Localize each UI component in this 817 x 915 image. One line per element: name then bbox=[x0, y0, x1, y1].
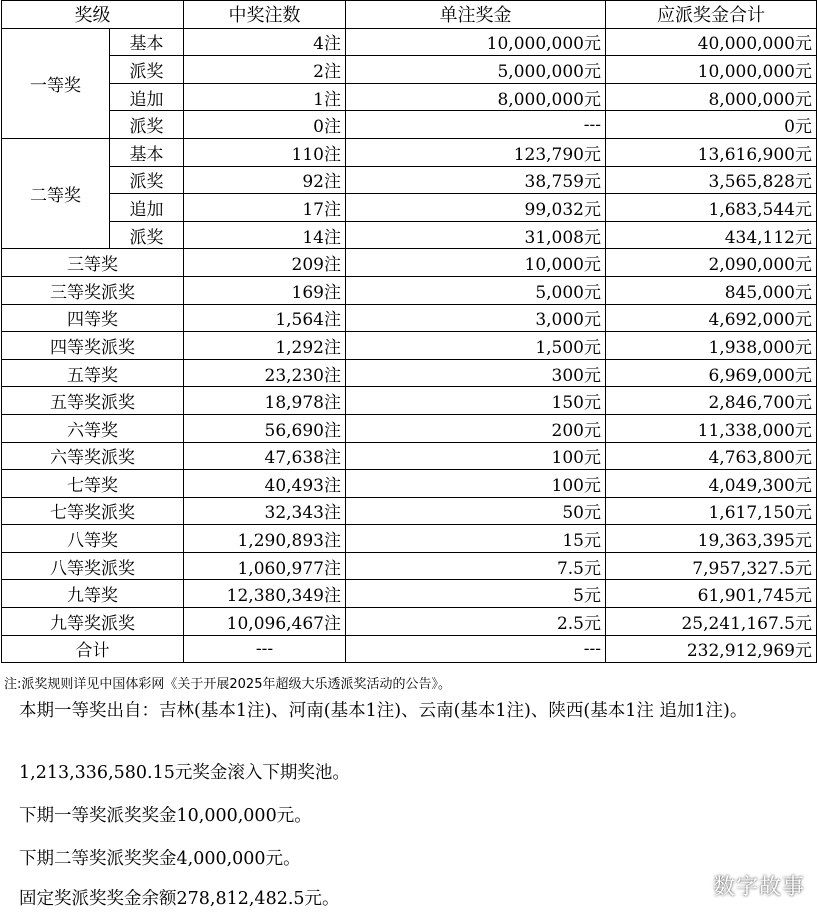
table-row bbox=[2, 442, 817, 470]
total-cell: 2,090,000元 bbox=[606, 249, 817, 277]
unit-cell: 5元 bbox=[346, 580, 606, 608]
table-row bbox=[2, 332, 817, 360]
header-total-prize: 应派奖金合计 bbox=[606, 1, 817, 29]
level-name: 八等奖 bbox=[2, 525, 184, 553]
unit-cell: 7.5元 bbox=[346, 552, 606, 580]
total-cell: 6,969,000元 bbox=[606, 359, 817, 387]
unit-cell: 50元 bbox=[346, 497, 606, 525]
total-cell: 4,049,300元 bbox=[606, 470, 817, 498]
group-name-first: 一等奖 bbox=[2, 28, 110, 138]
table-row bbox=[2, 387, 817, 415]
count-cell: 32,343注 bbox=[184, 497, 346, 525]
table-footnote: 注:派奖规则详见中国体彩网《关于开展2025年超级大乐透派奖活动的公告》。 bbox=[4, 677, 451, 692]
count-cell: 47,638注 bbox=[184, 442, 346, 470]
unit-cell: 31,008元 bbox=[346, 221, 606, 249]
count-cell: 56,690注 bbox=[184, 414, 346, 442]
table-header-row bbox=[2, 1, 817, 29]
total-cell: 10,000,000元 bbox=[606, 56, 817, 84]
count-cell: 17注 bbox=[184, 194, 346, 222]
level-name: 九等奖 bbox=[2, 580, 184, 608]
total-cell: 7,957,327.5元 bbox=[606, 552, 817, 580]
count-cell: 14注 bbox=[184, 221, 346, 249]
unit-cell: 100元 bbox=[346, 470, 606, 498]
table-row bbox=[2, 304, 817, 332]
next-second-prize-bonus-text: 下期二等奖派奖奖金4,000,000元。 bbox=[19, 849, 301, 869]
level-name: 六等奖派奖 bbox=[2, 442, 184, 470]
count-cell: 18,978注 bbox=[184, 387, 346, 415]
total-cell: 25,241,167.5元 bbox=[606, 608, 817, 636]
total-cell: 434,112元 bbox=[606, 221, 817, 249]
level-name: 五等奖派奖 bbox=[2, 387, 184, 415]
table-row bbox=[2, 608, 817, 636]
total-cell: 11,338,000元 bbox=[606, 414, 817, 442]
total-cell: 4,763,800元 bbox=[606, 442, 817, 470]
unit-cell: 38,759元 bbox=[346, 166, 606, 194]
sub-level: 派奖 bbox=[110, 111, 184, 139]
level-name: 三等奖 bbox=[2, 249, 184, 277]
table-row bbox=[2, 470, 817, 498]
total-cell: 845,000元 bbox=[606, 276, 817, 304]
total-cell: 3,565,828元 bbox=[606, 166, 817, 194]
next-first-prize-bonus-text: 下期一等奖派奖奖金10,000,000元。 bbox=[19, 806, 312, 826]
table-row bbox=[2, 56, 817, 84]
table-row bbox=[2, 28, 817, 56]
count-cell: 1,290,893注 bbox=[184, 525, 346, 553]
total-cell: 2,846,700元 bbox=[606, 387, 817, 415]
unit-cell: 150元 bbox=[346, 387, 606, 415]
table-row bbox=[2, 414, 817, 442]
table-row bbox=[2, 194, 817, 222]
level-name: 七等奖 bbox=[2, 470, 184, 498]
watermark: 数字故事 bbox=[712, 875, 805, 900]
unit-cell: 1,500元 bbox=[346, 332, 606, 360]
unit-cell: 5,000,000元 bbox=[346, 56, 606, 84]
unit-cell: 10,000,000元 bbox=[346, 28, 606, 56]
unit-cell: 3,000元 bbox=[346, 304, 606, 332]
table-row bbox=[2, 276, 817, 304]
unit-cell: 2.5元 bbox=[346, 608, 606, 636]
table-row bbox=[2, 580, 817, 608]
level-name: 四等奖 bbox=[2, 304, 184, 332]
level-name: 六等奖 bbox=[2, 414, 184, 442]
prize-table bbox=[1, 0, 817, 663]
table-row bbox=[2, 525, 817, 553]
unit-cell: 200元 bbox=[346, 414, 606, 442]
table-row bbox=[2, 552, 817, 580]
count-cell: 12,380,349注 bbox=[184, 580, 346, 608]
unit-cell: 8,000,000元 bbox=[346, 83, 606, 111]
count-cell: 1,060,977注 bbox=[184, 552, 346, 580]
total-cell: 19,363,395元 bbox=[606, 525, 817, 553]
total-cell: 1,683,544元 bbox=[606, 194, 817, 222]
level-name: 三等奖派奖 bbox=[2, 276, 184, 304]
header-unit-prize: 单注奖金 bbox=[346, 1, 606, 29]
total-cell: 8,000,000元 bbox=[606, 83, 817, 111]
total-cell: 13,616,900元 bbox=[606, 138, 817, 166]
level-name: 九等奖派奖 bbox=[2, 608, 184, 636]
level-name: 四等奖派奖 bbox=[2, 332, 184, 360]
count-cell: 2注 bbox=[184, 56, 346, 84]
level-name: 合计 bbox=[2, 635, 184, 663]
unit-cell: 10,000元 bbox=[346, 249, 606, 277]
count-cell: 1注 bbox=[184, 83, 346, 111]
total-cell: 4,692,000元 bbox=[606, 304, 817, 332]
unit-cell: --- bbox=[346, 635, 606, 663]
total-cell: 61,901,745元 bbox=[606, 580, 817, 608]
total-cell: 232,912,969元 bbox=[606, 635, 817, 663]
count-cell: 110注 bbox=[184, 138, 346, 166]
sub-level: 基本 bbox=[110, 28, 184, 56]
level-name: 七等奖派奖 bbox=[2, 497, 184, 525]
unit-cell: 123,790元 bbox=[346, 138, 606, 166]
count-cell: 0注 bbox=[184, 111, 346, 139]
table-row bbox=[2, 138, 817, 166]
sub-level: 派奖 bbox=[110, 221, 184, 249]
header-level: 奖级 bbox=[2, 1, 184, 29]
rollover-text: 1,213,336,580.15元奖金滚入下期奖池。 bbox=[19, 763, 350, 783]
unit-cell: 15元 bbox=[346, 525, 606, 553]
fixed-prize-balance-text: 固定奖派奖奖金余额278,812,482.5元。 bbox=[19, 889, 340, 909]
count-cell: 40,493注 bbox=[184, 470, 346, 498]
sub-level: 基本 bbox=[110, 138, 184, 166]
table-row bbox=[2, 111, 817, 139]
sub-level: 追加 bbox=[110, 194, 184, 222]
count-cell: 4注 bbox=[184, 28, 346, 56]
total-cell: 1,938,000元 bbox=[606, 332, 817, 360]
unit-cell: --- bbox=[346, 111, 606, 139]
header-count: 中奖注数 bbox=[184, 1, 346, 29]
unit-cell: 5,000元 bbox=[346, 276, 606, 304]
table-row bbox=[2, 221, 817, 249]
sub-level: 追加 bbox=[110, 83, 184, 111]
sub-level: 派奖 bbox=[110, 56, 184, 84]
table-row bbox=[2, 359, 817, 387]
table-row bbox=[2, 166, 817, 194]
level-name: 八等奖派奖 bbox=[2, 552, 184, 580]
unit-cell: 300元 bbox=[346, 359, 606, 387]
table-row bbox=[2, 83, 817, 111]
table-row bbox=[2, 497, 817, 525]
count-cell: 169注 bbox=[184, 276, 346, 304]
sub-level: 派奖 bbox=[110, 166, 184, 194]
count-cell: 10,096,467注 bbox=[184, 608, 346, 636]
count-cell: 23,230注 bbox=[184, 359, 346, 387]
total-cell: 1,617,150元 bbox=[606, 497, 817, 525]
group-name-second: 二等奖 bbox=[2, 138, 110, 248]
count-cell: --- bbox=[184, 635, 346, 663]
total-cell: 0元 bbox=[606, 111, 817, 139]
table-row bbox=[2, 249, 817, 277]
unit-cell: 100元 bbox=[346, 442, 606, 470]
count-cell: 209注 bbox=[184, 249, 346, 277]
level-name: 五等奖 bbox=[2, 359, 184, 387]
count-cell: 1,292注 bbox=[184, 332, 346, 360]
count-cell: 92注 bbox=[184, 166, 346, 194]
unit-cell: 99,032元 bbox=[346, 194, 606, 222]
table-total-row bbox=[2, 635, 817, 663]
first-prize-origin-text: 本期一等奖出自：吉林(基本1注)、河南(基本1注)、云南(基本1注)、陕西(基本1注 追加1注)。 bbox=[19, 701, 748, 721]
total-cell: 40,000,000元 bbox=[606, 28, 817, 56]
count-cell: 1,564注 bbox=[184, 304, 346, 332]
